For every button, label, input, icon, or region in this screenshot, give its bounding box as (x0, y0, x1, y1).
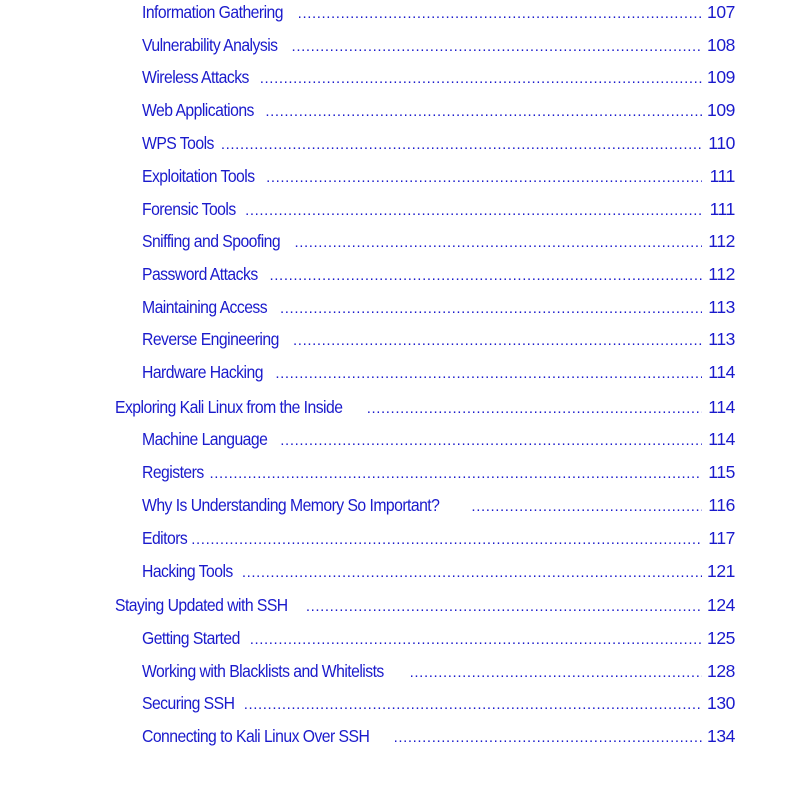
toc-entry-editors[interactable] (142, 526, 735, 550)
toc-entry-page: 107 (707, 2, 735, 22)
dot-leader (306, 595, 702, 619)
toc-entry-connecting-to-kali-linux-over-ssh[interactable] (142, 724, 735, 748)
toc-entry-title: Wireless Attacks (142, 67, 249, 87)
toc-entry-title: Editors (142, 528, 188, 548)
toc-entry-web-applications[interactable] (142, 98, 735, 122)
toc-entry-vulnerability-analysis[interactable] (142, 33, 735, 57)
dot-leader (394, 726, 702, 750)
toc-entry-page: 109 (707, 67, 735, 87)
dot-leader (244, 693, 702, 717)
toc-entry-title: WPS Tools (142, 133, 214, 153)
toc-entry-registers[interactable] (142, 460, 735, 484)
toc-entry-page: 114 (708, 362, 735, 382)
toc-entry-page: 111 (709, 166, 735, 186)
toc-entry-sniffing-and-spoofing[interactable] (142, 229, 735, 253)
dot-leader (410, 661, 702, 685)
toc-entry-exploring-kali-linux-from-the-inside[interactable] (115, 395, 735, 419)
dot-leader (260, 67, 702, 91)
toc-entry-page: 112 (708, 264, 735, 284)
toc-entry-title: Getting Started (142, 628, 240, 648)
toc-entry-title: Reverse Engineering (142, 329, 279, 349)
toc-entry-page: 116 (708, 495, 735, 515)
toc-entry-title: Exploitation Tools (142, 166, 255, 186)
toc-entry-title: Registers (142, 462, 204, 482)
dot-leader (210, 462, 702, 486)
toc-entry-page: 108 (707, 35, 735, 55)
toc-entry-title: Securing SSH (142, 693, 235, 713)
toc-entry-title: Vulnerability Analysis (142, 35, 278, 55)
toc-entry-page: 115 (708, 462, 735, 482)
toc-entry-staying-updated-with-ssh[interactable] (115, 593, 735, 617)
toc-entry-page: 125 (707, 628, 735, 648)
toc-entry-page: 117 (708, 528, 735, 548)
toc-entry-title: Staying Updated with SSH (115, 595, 288, 615)
dot-leader (292, 35, 702, 59)
toc-entry-page: 114 (708, 397, 735, 417)
toc-entry-page: 130 (707, 693, 735, 713)
toc-entry-title: Hardware Hacking (142, 362, 263, 382)
toc-entry-page: 114 (708, 429, 735, 449)
dot-leader (280, 429, 702, 453)
dot-leader (250, 628, 702, 652)
toc-entry-working-with-blacklists-and-whitelists[interactable] (142, 659, 735, 683)
toc-entry-title: Hacking Tools (142, 561, 233, 581)
toc-entry-title: Maintaining Access (142, 297, 268, 317)
dot-leader (367, 397, 702, 421)
toc-entry-wireless-attacks[interactable] (142, 65, 735, 89)
dot-leader (242, 561, 702, 585)
toc-entry-wps-tools[interactable] (142, 131, 735, 155)
toc-entry-page: 134 (707, 726, 735, 746)
toc-entry-hacking-tools[interactable] (142, 559, 735, 583)
toc-entry-title: Web Applications (142, 100, 254, 120)
toc-entry-title: Forensic Tools (142, 199, 236, 219)
toc-entry-page: 113 (708, 297, 735, 317)
toc-entry-why-is-understanding-memory-so-important[interactable] (142, 493, 735, 517)
toc-entry-information-gathering[interactable] (142, 0, 735, 24)
toc-entry-page: 112 (708, 231, 735, 251)
toc-entry-page: 109 (707, 100, 735, 120)
dot-leader (280, 297, 702, 321)
toc-entry-page: 113 (708, 329, 735, 349)
dot-leader (221, 133, 702, 157)
toc-entry-page: 128 (707, 661, 735, 681)
toc-entry-reverse-engineering[interactable] (142, 327, 735, 351)
toc-entry-title: Password Attacks (142, 264, 258, 284)
toc-entry-page: 121 (707, 561, 735, 581)
dot-leader (471, 495, 702, 519)
toc-entry-machine-language[interactable] (142, 427, 735, 451)
dot-leader (191, 528, 702, 552)
toc-entry-getting-started[interactable] (142, 626, 735, 650)
dot-leader (293, 329, 702, 353)
dot-leader (265, 100, 702, 124)
toc-entry-title: Information Gathering (142, 2, 284, 22)
toc-entry-hardware-hacking[interactable] (142, 360, 735, 384)
dot-leader (266, 166, 702, 190)
toc-entry-forensic-tools[interactable] (142, 197, 735, 221)
toc-entry-exploitation-tools[interactable] (142, 164, 735, 188)
toc-entry-title: Why Is Understanding Memory So Important? (142, 495, 440, 515)
toc-entry-title: Connecting to Kali Linux Over SSH (142, 726, 370, 746)
toc-entry-securing-ssh[interactable] (142, 691, 735, 715)
toc-entry-page: 111 (709, 199, 735, 219)
dot-leader (294, 231, 702, 255)
dot-leader (275, 362, 702, 386)
toc-entry-title: Exploring Kali Linux from the Inside (115, 397, 343, 417)
toc-entry-page: 124 (707, 595, 735, 615)
toc-entry-password-attacks[interactable] (142, 262, 735, 286)
toc-entry-maintaining-access[interactable] (142, 295, 735, 319)
toc-entry-page: 110 (708, 133, 735, 153)
toc-entry-title: Machine Language (142, 429, 268, 449)
dot-leader (298, 2, 702, 26)
dot-leader (245, 199, 702, 223)
toc-entry-title: Sniffing and Spoofing (142, 231, 281, 251)
toc-entry-title: Working with Blacklists and Whitelists (142, 661, 384, 681)
dot-leader (270, 264, 702, 288)
